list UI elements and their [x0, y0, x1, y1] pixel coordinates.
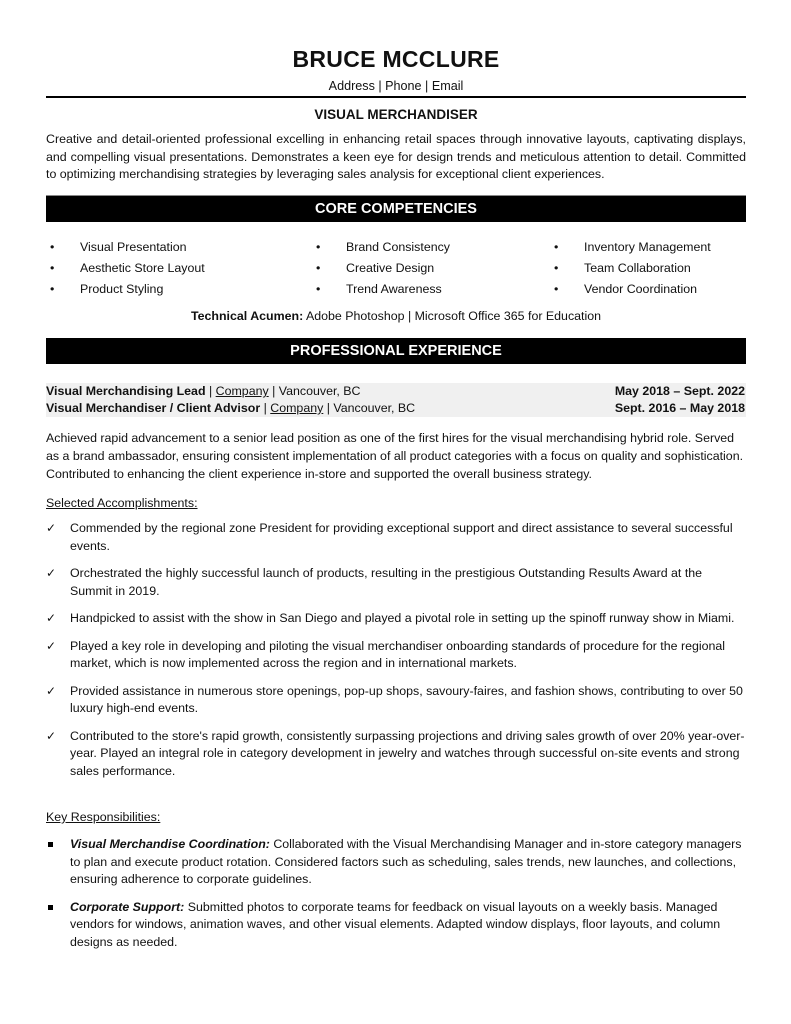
square-bullet-icon — [48, 905, 53, 910]
role-block — [46, 383, 746, 417]
accomplishment-item: ✓ Commended by the regional zone President for providing exceptional support and direct assistance to several successful events. — [46, 521, 733, 553]
professional-experience-heading: PROFESSIONAL EXPERIENCE — [46, 338, 746, 364]
technical-acumen — [46, 309, 746, 323]
check-icon: ✓ — [46, 728, 57, 743]
accomplishment-item: ✓ Provided assistance in numerous store openings, pop-up shops, savoury-faires, and fashion shows, contributing to over 50 luxury high-end events. — [46, 683, 743, 715]
responsibilities-list — [46, 836, 746, 961]
square-bullet-icon — [48, 842, 53, 847]
company-name: Company — [215, 384, 269, 398]
competency-column-2 — [316, 239, 450, 302]
competency-item: • Visual Presentation — [50, 240, 187, 254]
technical-value: Adobe Photoshop | Microsoft Office 365 for Education — [303, 309, 602, 323]
contact-line: Address | Phone | Email — [328, 79, 464, 93]
candidate-name: BRUCE MCCLURE — [292, 46, 500, 72]
role-location: | Vancouver, BC — [268, 384, 361, 398]
role-title: Visual Merchandiser / Client Advisor — [46, 401, 261, 415]
role-row: Visual Merchandising Lead | Company | Vancouver, BC May 2018 – Sept. 2022 — [46, 384, 745, 398]
role-dates: May 2018 – Sept. 2022 — [614, 384, 745, 398]
responsibility-label: Visual Merchandise Coordination: — [70, 837, 270, 851]
responsibilities-heading: Key Responsibilities: — [46, 810, 161, 824]
accomplishment-item: ✓ Handpicked to assist with the show in San Diego and played a pivotal role in setting up the spinoff runway show in Miami. — [46, 610, 746, 628]
accomplishments-list — [46, 520, 746, 790]
check-icon: ✓ — [46, 566, 57, 580]
competency-item: • Aesthetic Store Layout — [50, 261, 205, 275]
accomplishments-heading: Selected Accomplishments: — [46, 496, 198, 510]
role-row: Visual Merchandiser / Client Advisor | Company | Vancouver, BC Sept. 2016 – May 2018 — [46, 401, 745, 415]
competency-item: • Team Collaboration — [554, 261, 691, 275]
check-icon: ✓ — [46, 521, 57, 535]
role-dates: Sept. 2016 – May 2018 — [614, 401, 745, 415]
competency-item: • Inventory Management — [554, 240, 711, 254]
core-competencies-heading: CORE COMPETENCIES — [46, 195, 746, 222]
competency-column-3 — [554, 239, 711, 302]
responsibility-item: Corporate Support: Submitted photos to corporate teams for feedback on visual layouts on a weekly basis. Managed vendors for windows, animation waves, and other visual elements. Adapted window displays, floor layouts, and column designs as needed. — [46, 899, 746, 952]
check-icon: ✓ — [46, 638, 57, 653]
competency-item: • Product Styling — [50, 282, 164, 296]
header-divider — [46, 96, 746, 98]
role-location: | Vancouver, BC — [323, 401, 416, 415]
accomplishment-item: ✓ Contributed to the store's rapid growth, consistently surpassing projections and driving sales growth of over 20% year-over-year. Played an integral role in category development in jewelry and watches through successful on-site events and strong sales performance. — [46, 728, 745, 778]
competency-item: • Brand Consistency — [316, 240, 450, 254]
company-name: Company — [270, 401, 324, 415]
competency-item: • Trend Awareness — [316, 282, 442, 296]
role-title: Visual Merchandising Lead — [46, 384, 206, 398]
accomplishment-item: ✓ Orchestrated the highly successful launch of products, resulting in the prestigious Outstanding Results Award at the Summit in 2019. — [46, 566, 703, 598]
summary-paragraph: Creative and detail-oriented professional excelling in enhancing retail spaces through innovative layouts, captivating displays, and compelling visual presentations. Demonstrates a keen eye for design trends and meticulous attention to detail. Committed to optimizing merchandising strategies by leveraging sales analysis for exceptional client experiences. — [46, 132, 746, 182]
competency-item: • Creative Design — [316, 261, 435, 275]
responsibility-label: Corporate Support: — [70, 899, 185, 914]
technical-label: Technical Acumen: — [190, 309, 304, 323]
check-icon: ✓ — [46, 683, 57, 698]
competency-column-1 — [50, 239, 205, 302]
accomplishment-item: ✓ Played a key role in developing and piloting the visual merchandiser onboarding standards of procedure for the regional market, which is now implemented across the region and in international markets. — [46, 638, 726, 670]
check-icon: ✓ — [46, 611, 57, 625]
job-title: VISUAL MERCHANDISER — [314, 107, 478, 122]
responsibility-item: Visual Merchandise Coordination: Collaborated with the Visual Merchandising Manager and in-store category managers to plan and execute product rotation. Considered factors such as scheduling, sales trends, new launches, and collections, ensuring adherence to corporate guidelines. — [46, 836, 746, 889]
role-description: Achieved rapid advancement to a senior lead position as one of the first hires for the visual merchandising hybrid role. Served as a brand ambassador, ensuring consistent implementation of all product categories with a focus on quality and sophistication. Contributed to enhancing the client experience in-store and supported the overall business strategy. — [46, 431, 744, 481]
competency-item: • Vendor Coordination — [554, 282, 697, 296]
